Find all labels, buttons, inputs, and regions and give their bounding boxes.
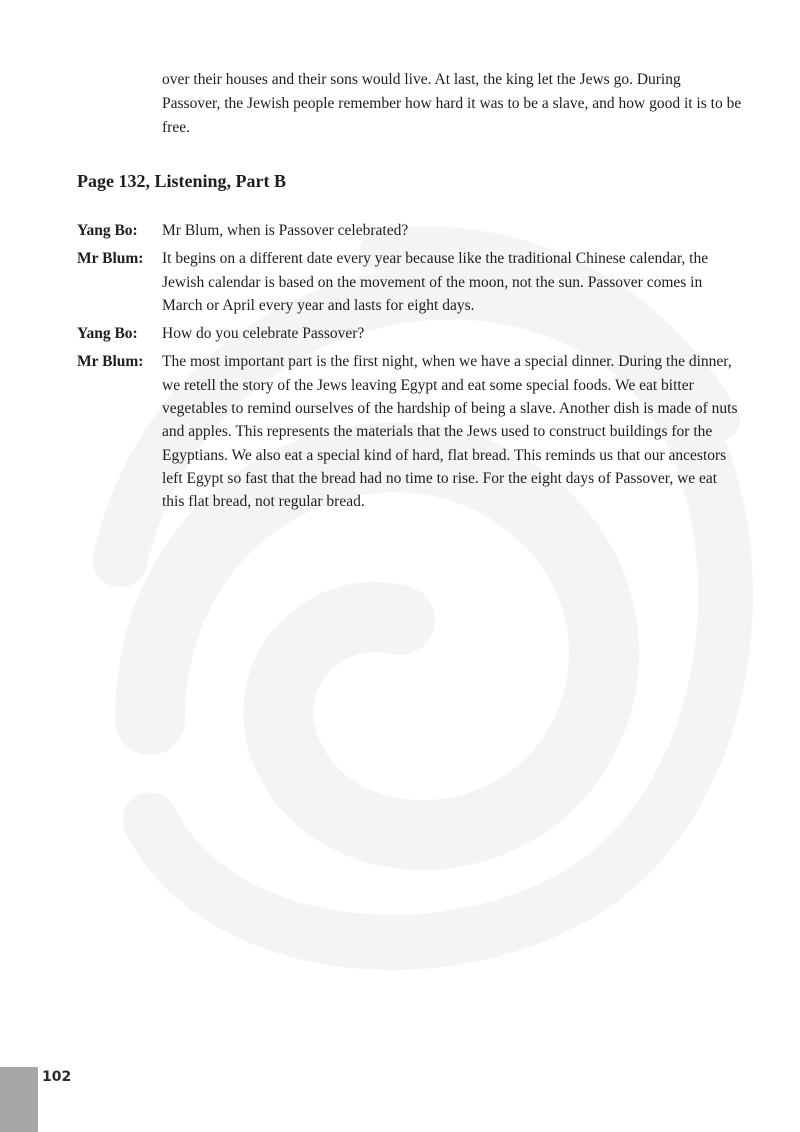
speech-text: Mr Blum, when is Passover celebrated? xyxy=(162,222,409,239)
intro-paragraph: over their houses and their sons would live. At last, the king let the Jews go. During Passover, the Jewish people remember how hard it was to be a slave, and how good it is to be free. xyxy=(162,71,742,136)
dialogue-transcript xyxy=(77,219,742,519)
dialogue-turn xyxy=(77,350,742,513)
speaker-label: Mr Blum: xyxy=(77,250,144,268)
page-tab-marker xyxy=(0,1067,38,1132)
dialogue-turn xyxy=(77,219,742,242)
dialogue-turn xyxy=(77,247,742,317)
speaker-label: Mr Blum: xyxy=(77,353,144,371)
speech-text: The most important part is the first night, when we have a special dinner. During the dinner, we retell the story of the Jews leaving Egypt and eat some special foods. We eat bitter vegetables to remind ourselves of the hardship of being a slave. Another dish is made of nuts and apples. This represents the materials that the Jews used to construct buildings for the Egyptians. We also eat a special kind of hard, flat bread. This reminds us that our ancestors left Egypt so fast that the bread had no time to rise. For the eight days of Passover, we eat this flat bread, not regular bread. xyxy=(162,353,738,511)
dialogue-turn xyxy=(77,322,742,345)
section-heading: Page 132, Listening, Part B xyxy=(77,171,286,191)
speaker-label: Yang Bo: xyxy=(77,325,138,343)
page-number: 102 xyxy=(42,1069,72,1085)
speaker-label: Yang Bo: xyxy=(77,222,138,239)
speech-text: How do you celebrate Passover? xyxy=(162,325,365,343)
speech-text: It begins on a different date every year because like the traditional Chinese calendar, the Jewish calendar is based on the movement of the moon, not the sun. Passover comes in March or April every year and lasts for eight days. xyxy=(162,250,709,314)
